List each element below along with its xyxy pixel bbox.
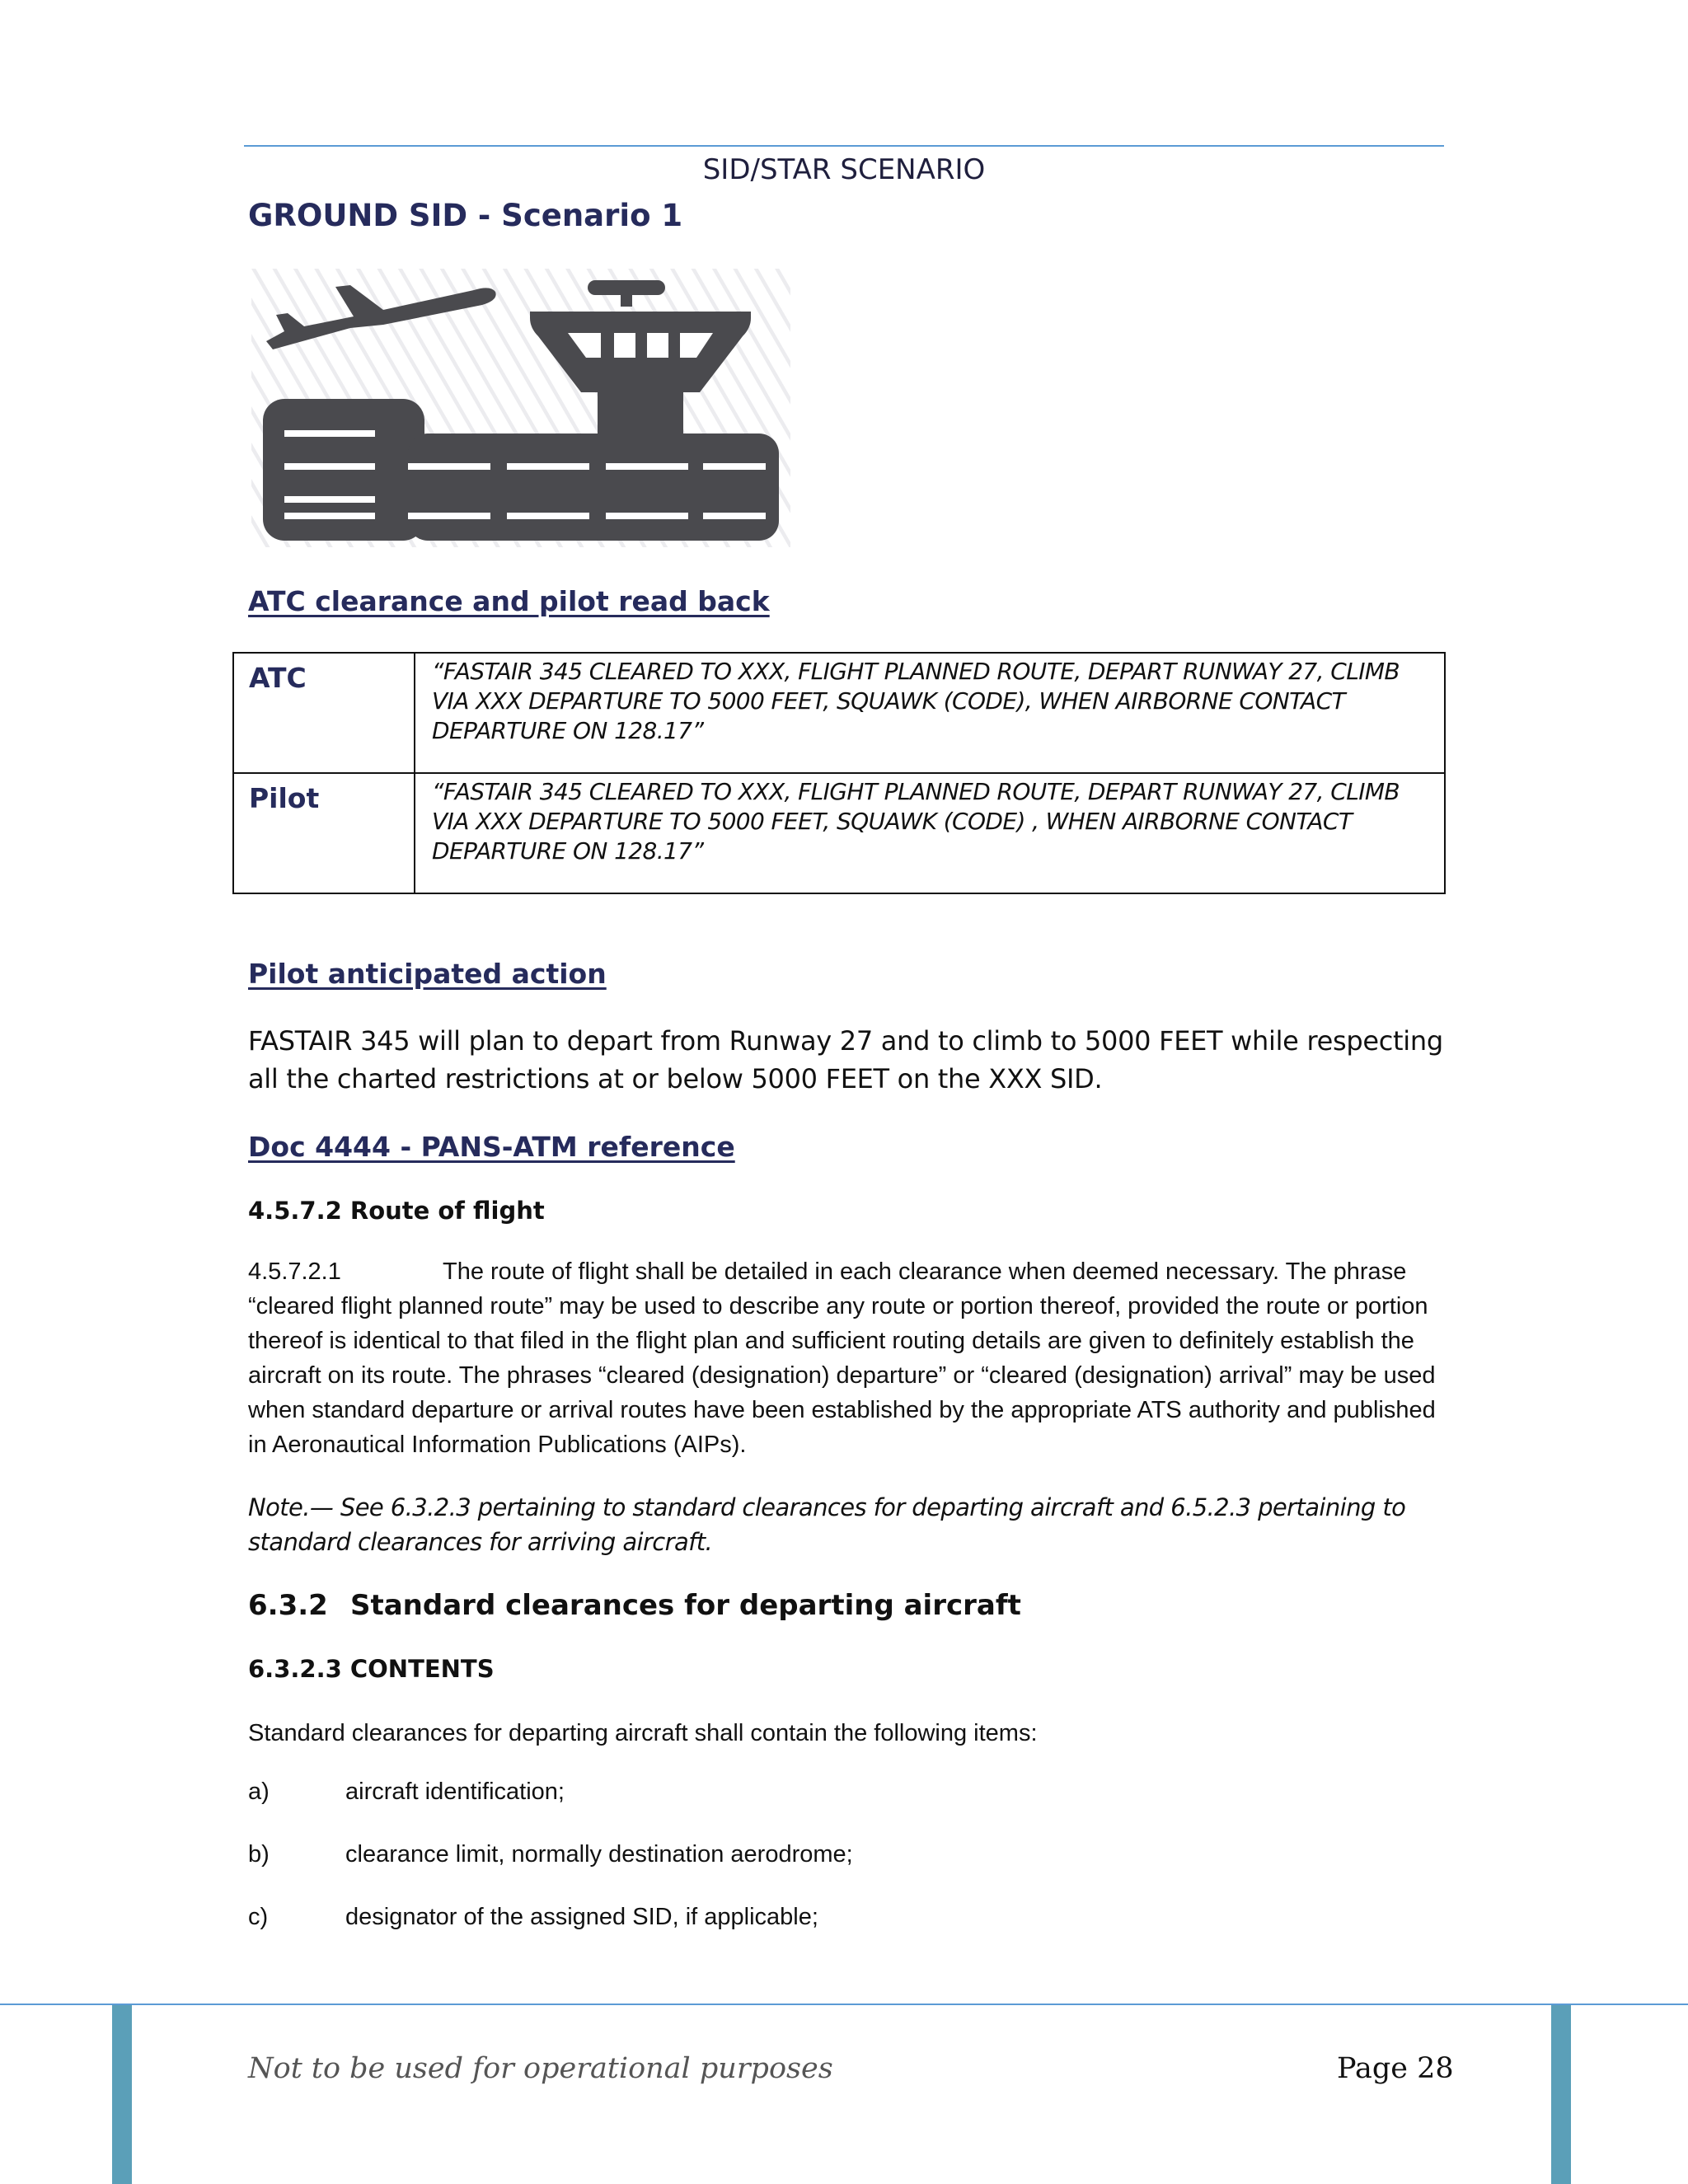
footer-disclaimer: Not to be used for operational purposes [248,2052,833,2085]
pilot-action-heading: Pilot anticipated action [248,958,607,990]
contents-heading: 6.3.2.3 CONTENTS [248,1655,495,1683]
list-item [248,1904,818,1931]
section-number: 6.3.2 [248,1589,328,1622]
page-header-title: SID/STAR SCENARIO [702,153,986,186]
list-marker: a) [248,1779,270,1805]
section-title: Standard clearances for departing aircraft [350,1589,1021,1622]
list-item [248,1779,565,1806]
clearance-table [232,652,1446,894]
list-marker: c) [248,1904,269,1930]
header-rule [244,145,1444,147]
clearance-heading: ATC clearance and pilot read back [248,585,770,617]
reference-heading: Doc 4444 - PANS-ATM reference [248,1131,735,1163]
standard-clearances-heading [248,1589,1021,1622]
list-item-text: aircraft identification; [345,1779,565,1805]
table-row [233,773,1445,893]
contents-intro: Standard clearances for departing aircraft shall contain the following items: [248,1720,1038,1746]
route-of-flight-heading: 4.5.7.2 Route of flight [248,1197,545,1225]
paragraph-number: 4.5.7.2.1 [248,1258,341,1285]
list-item-text: clearance limit, normally destination aerodrome; [345,1841,853,1868]
page-number: Page 28 [1337,2052,1454,2085]
table-row [233,653,1445,773]
footer-accent-bar-right [1551,2005,1571,2184]
route-of-flight-paragraph [248,1254,1443,1462]
message-cell-pilot: “FASTAIR 345 CLEARED TO XXX, FLIGHT PLANNED ROUTE, DEPART RUNWAY 27, CLIMB VIA XXX DEPARTURE TO 5000 FEET, SQUAWK (CODE) , WHEN AIRBORNE CONTACT DEPARTURE ON 128.17” [415,773,1445,893]
message-cell-atc: “FASTAIR 345 CLEARED TO XXX, FLIGHT PLANNED ROUTE, DEPART RUNWAY 27, CLIMB VIA XXX DEPARTURE TO 5000 FEET, SQUAWK (CODE), WHEN AIRBORNE CONTACT DEPARTURE ON 128.17” [415,653,1445,773]
footer-rule [0,2004,1688,2005]
document-title: GROUND SID - Scenario 1 [248,198,683,233]
footer-accent-bar-left [112,2005,132,2184]
paragraph-text: The route of flight shall be detailed in each clearance when deemed necessary. The phrase “cleared flight planned route” may be used to describe any route or portion thereof, provided the route or portion thereof is identical to that filed in the flight plan and sufficient routing details are given to definitely establish the aircraft on its route. The phrases “cleared (designation) departure” or “cleared (designation) arrival” may be used when standard departure or arrival routes have been established by the appropriate ATS authority and published in Aeronautical Information Publications (AIPs). [248,1258,1436,1458]
pilot-action-text: FASTAIR 345 will plan to depart from Runway 27 and to climb to 5000 FEET while respecting all the charted restrictions at or below 5000 FEET on the XXX SID. [248,1025,1443,1094]
role-cell-pilot: Pilot [233,773,415,893]
list-item [248,1841,853,1868]
reference-note: Note.— See 6.3.2.3 pertaining to standard clearances for departing aircraft and 6.5.2.3 pertaining to standard clearances for arriving aircraft. [248,1493,1406,1556]
list-item-text: designator of the assigned SID, if applicable; [345,1904,818,1930]
role-cell-atc: ATC [233,653,415,773]
airport-control-tower-icon [251,269,790,547]
list-marker: b) [248,1841,270,1868]
